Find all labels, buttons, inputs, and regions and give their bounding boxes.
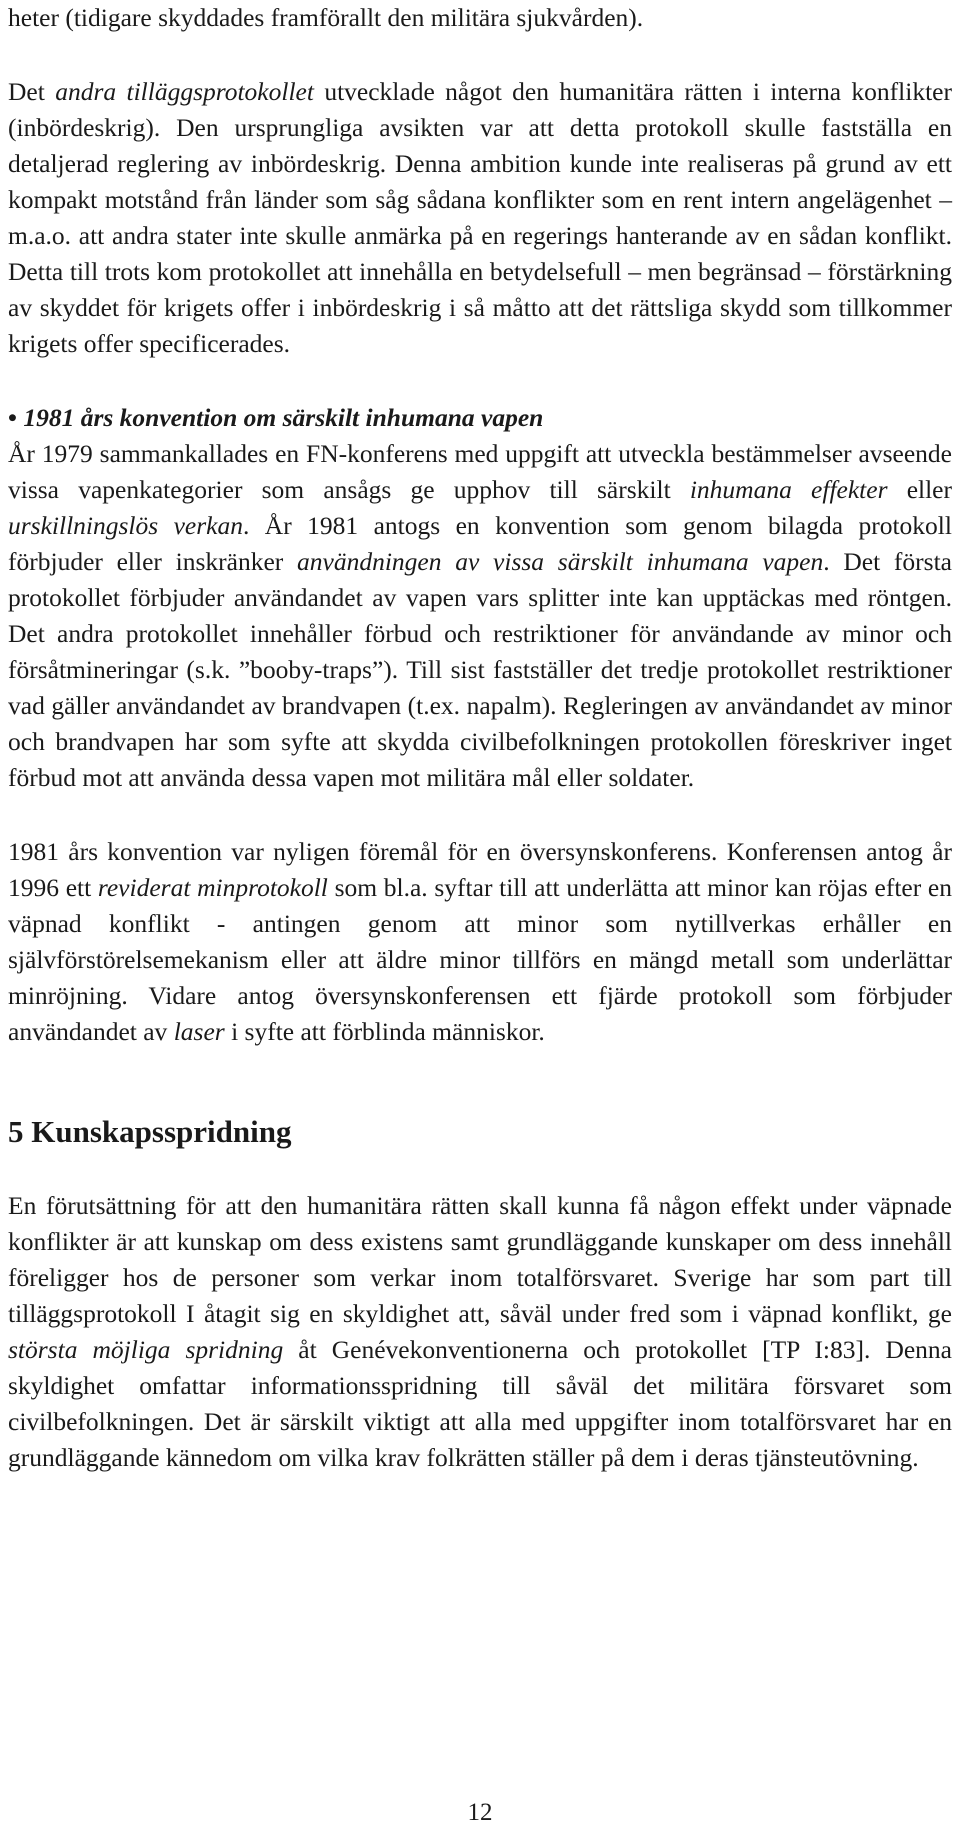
emphasis-text: största möjliga spridning bbox=[8, 1335, 284, 1364]
paragraph-gap bbox=[8, 36, 952, 74]
paragraph-continuation bbox=[8, 0, 952, 36]
text-run: 1981 års konvention var nyligen föremål för en översynskonferens. Konferensen antog år 1996 ett bbox=[8, 837, 952, 902]
section-subheading bbox=[8, 400, 952, 436]
emphasis-text: andra tilläggsprotokollet bbox=[55, 77, 314, 106]
emphasis-text: reviderat minprotokoll bbox=[97, 873, 328, 902]
paragraph-text: heter (tidigare skyddades framförallt den militära sjukvården). bbox=[8, 3, 644, 32]
page-number: 12 bbox=[467, 1799, 493, 1826]
text-run: En förutsättning för att den humanitära rätten skall kunna få någon effekt under väpnade konflikter är att kunskap om dess existens samt grundläggande kunskaper om dess innehåll föreligger hos de personer som verkar inom totalförsvaret. Sverige har som part till tilläggsprotokoll I åtagit sig en skyldighet att, såväl under fred som i väpnad konflikt, ge bbox=[8, 1191, 952, 1328]
text-run: som bl.a. syftar till att underlätta att minor kan röjas efter en väpnad konflikt - antingen genom att minor som nytillverkas erhåller en självförstörelsemekanism eller att äldre minor tillförs en mängd metall som underlättar minröjning. Vidare antog översynskonferensen ett fjärde protokoll som förbjuder användandet av bbox=[8, 873, 952, 1046]
text-run: eller bbox=[887, 475, 952, 504]
text-run: . År 1981 antogs en konvention som genom bilagda protokoll förbjuder eller inskränker bbox=[8, 511, 952, 576]
emphasis-text: urskillningslös verkan bbox=[8, 511, 243, 540]
bullet-icon: • bbox=[8, 403, 17, 432]
emphasis-text: användningen av vissa särskilt inhumana vapen bbox=[297, 547, 824, 576]
emphasis-text: laser bbox=[173, 1017, 225, 1046]
section-heading: 5 Kunskapsspridning bbox=[8, 1114, 292, 1149]
text-run: i syfte att förblinda människor. bbox=[224, 1017, 545, 1046]
text-run: . Det första protokollet förbjuder användandet av vapen vars splitter inte kan upptäckas med röntgen. Det andra protokollet innehåller förbud och restriktioner för användande av minor och försåtmineringar (s.k. ”booby-traps”). Till sist fastställer det tredje protokollet restriktioner vad gäller användandet av brandvapen (t.ex. napalm). Regleringen av användandet av minor och brandvapen har som syfte att skydda civilbefolkningen protokollen föreskriver inget förbud mot att använda dessa vapen mot militära mål eller soldater. bbox=[8, 547, 952, 792]
paragraph-weapons-convention bbox=[8, 436, 952, 796]
document-page bbox=[8, 0, 952, 1476]
text-run: utvecklade något den humanitära rätten i interna konflikter (inbördeskrig). Den ursprungliga avsikten var att detta protokoll skulle fastställa en detaljerad reglering av inbördeskrig. Denna ambition kunde inte realiseras på grund av ett kompakt motstånd från länder som såg sådana konflikter som en rent intern angelägenhet – m.a.o. att andra stater inte skulle anmärka på en regerings hanterande av en sådan konflikt. Detta till trots kom protokollet att innehålla en betydelsefull – men begränsad – förstärkning av skyddet för krigets offer i inbördeskrig i så måtto att det rättsliga skydd som tillkommer krigets offer specificerades. bbox=[8, 77, 952, 358]
text-run: åt Genévekonventionerna och protokollet [TP I:83]. Denna skyldighet omfattar informationsspridning till såväl det militära försvaret som civilbefolkningen. Det är särskilt viktigt att alla med uppgifter inom totalförsvaret har en grundläggande kännedom om vilka krav folkrätten ställer på dem i deras tjänsteutövning. bbox=[8, 1335, 952, 1472]
paragraph-gap bbox=[8, 362, 952, 400]
paragraph-gap bbox=[8, 796, 952, 834]
section-gap bbox=[8, 1050, 952, 1110]
paragraph-second-protocol bbox=[8, 74, 952, 362]
heading-gap bbox=[8, 1154, 952, 1188]
text-run: Det bbox=[8, 77, 56, 106]
subheading-text: 1981 års konvention om särskilt inhumana vapen bbox=[23, 403, 544, 432]
paragraph-review-conference bbox=[8, 834, 952, 1050]
text-run: År 1979 sammankallades en FN-konferens med uppgift att utveckla bestämmelser avseende vissa vapenkategorier som ansågs ge upphov till särskilt bbox=[8, 439, 952, 504]
emphasis-text: inhumana effekter bbox=[689, 475, 888, 504]
paragraph-knowledge-dissemination bbox=[8, 1188, 952, 1476]
